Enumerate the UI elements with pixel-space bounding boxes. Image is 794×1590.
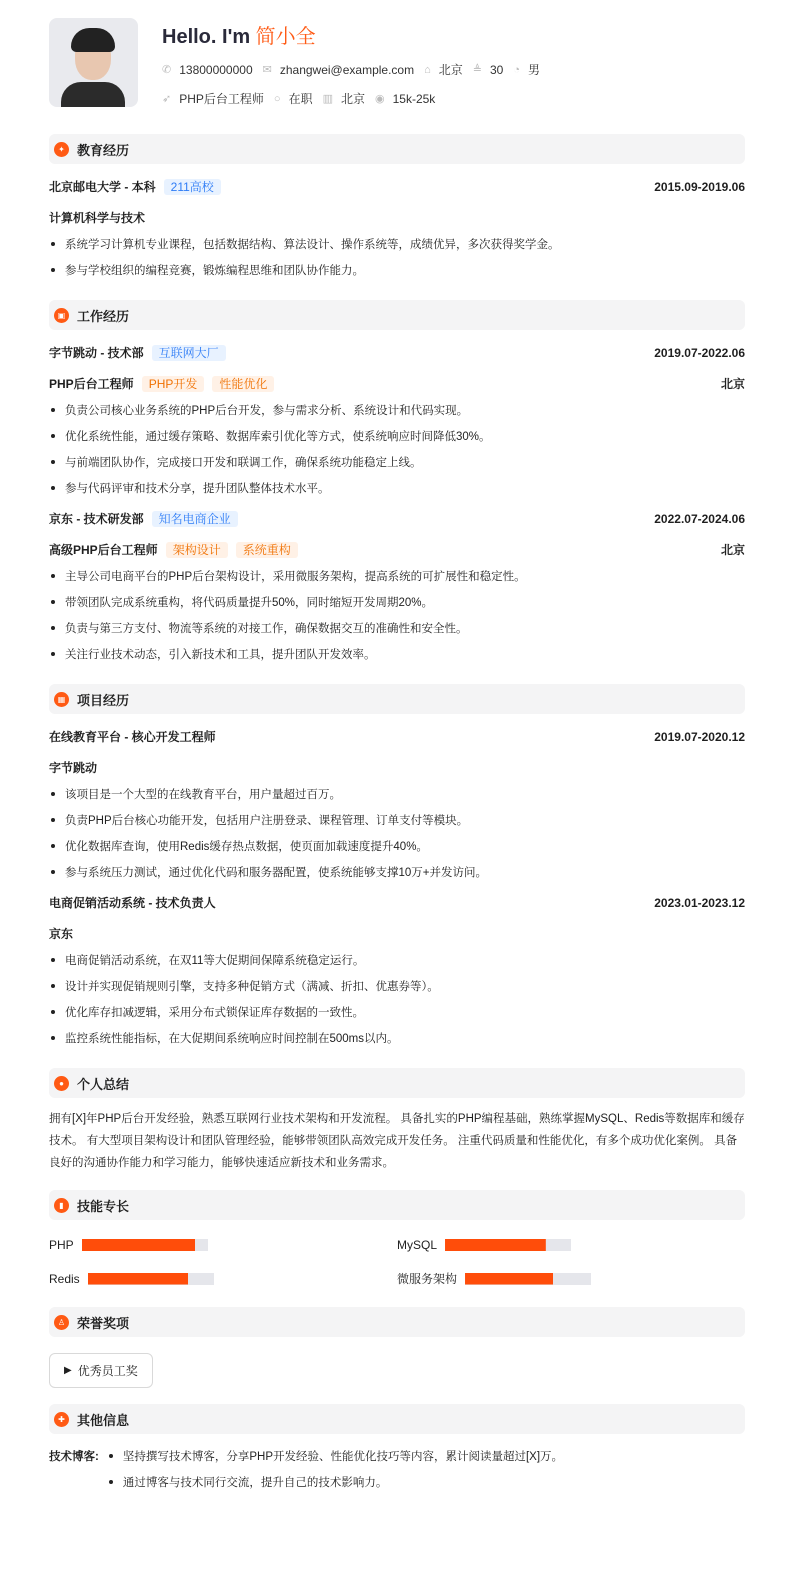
company: 字节跳动: [49, 761, 98, 775]
role: 高级PHP后台工程师: [49, 543, 158, 557]
role: PHP后台工程师: [49, 377, 134, 391]
education-icon: ✦: [54, 142, 69, 157]
tag: 架构设计: [166, 542, 228, 558]
skill-bar-fill: [445, 1239, 546, 1251]
skill-item: [49, 1270, 397, 1287]
major: 计算机科学与技术: [49, 211, 146, 225]
send-icon: ➶: [162, 93, 172, 105]
project-entry: [49, 728, 745, 880]
job-entry: [49, 510, 745, 662]
city: 北京: [720, 543, 745, 557]
salary: 15k-25k: [392, 91, 436, 106]
project-name: 在线教育平台 - 核心开发工程师: [49, 730, 216, 744]
info-icon: ✚: [54, 1412, 69, 1427]
section-title: 工作经历: [77, 308, 130, 324]
list-item: 负责公司核心业务系统的PHP后台开发，参与需求分析、系统设计和代码实现。: [49, 402, 745, 418]
list-item: 通过博客与技术同行交流，提升自己的技术影响力。: [107, 1474, 563, 1490]
avatar: [49, 18, 138, 107]
list-item: 监控系统性能指标，在大促期间系统响应时间控制在500ms以内。: [49, 1030, 745, 1046]
list-item: 该项目是一个大型的在线教育平台，用户量超过百万。: [49, 786, 745, 802]
skill-name: MySQL: [397, 1238, 438, 1252]
section-title: 其他信息: [77, 1412, 130, 1428]
skill-bar: [465, 1273, 591, 1285]
list-item: 负责与第三方支付、物流等系统的对接工作，确保数据交互的准确性和安全性。: [49, 620, 745, 636]
gender-icon: ◔: [513, 63, 521, 76]
age: 30: [490, 62, 504, 77]
list-item: 设计并实现促销规则引擎，支持多种促销方式（满减、折扣、优惠券等）。: [49, 978, 745, 994]
email: zhangwei@example.com: [279, 62, 415, 77]
skill-name: Redis: [49, 1271, 80, 1286]
play-icon: ▶: [64, 1365, 72, 1376]
project-name: 电商促销活动系统 - 技术负责人: [49, 896, 216, 910]
school: 北京邮电大学 - 本科: [49, 180, 156, 194]
grid-icon: ▦: [54, 692, 69, 707]
list-item: 坚持撰写技术博客，分享PHP开发经验、性能优化技巧等内容，累计阅读量超过[X]万。: [107, 1448, 563, 1464]
phone-icon: ✆: [162, 64, 172, 76]
section-skills: [49, 1190, 745, 1220]
briefcase-icon: ▣: [54, 308, 69, 323]
age-icon: ≜: [472, 64, 482, 76]
name: 简小全: [255, 26, 316, 48]
city: 北京: [438, 63, 463, 77]
skill-bar: [82, 1239, 208, 1251]
list-item: 带领团队完成系统重构，将代码质量提升50%，同时缩短开发周期20%。: [49, 594, 745, 610]
skill-item: [49, 1238, 397, 1252]
job-entry: [49, 344, 745, 496]
award-icon: ♙: [54, 1315, 69, 1330]
skill-bar-fill: [82, 1239, 195, 1251]
tag: PHP开发: [142, 376, 205, 392]
chart-icon: ▮: [54, 1198, 69, 1213]
tag: 系统重构: [236, 542, 298, 558]
section-title: 项目经历: [77, 692, 130, 708]
list-item: 优化系统性能，通过缓存策略、数据库索引优化等方式，使系统响应时间降低30%。: [49, 428, 745, 444]
date: 2019.07-2020.12: [654, 729, 745, 744]
mail-icon: ✉: [262, 64, 272, 76]
tag: 性能优化: [212, 376, 274, 392]
salary-icon: ◉: [375, 93, 385, 105]
list-item: 优化库存扣减逻辑，采用分布式锁保证库存数据的一致性。: [49, 1004, 745, 1020]
section-title: 个人总结: [77, 1076, 130, 1092]
company: 京东: [49, 927, 74, 941]
target-city: 北京: [340, 92, 365, 106]
tag: 211高校: [164, 179, 221, 195]
city: 北京: [720, 377, 745, 391]
project-entry: [49, 894, 745, 1046]
building-icon: ▥: [322, 93, 333, 105]
gender: 男: [528, 63, 541, 77]
skill-bar-fill: [465, 1273, 553, 1285]
section-title: 教育经历: [77, 142, 130, 158]
phone: 13800000000: [179, 62, 253, 77]
list-item: 参与学校组织的编程竞赛，锻炼编程思维和团队协作能力。: [49, 262, 745, 278]
skill-name: PHP: [49, 1238, 74, 1252]
company: 字节跳动 - 技术部: [49, 346, 144, 360]
home-icon: ⌂: [424, 63, 431, 76]
skill-name: 微服务架构: [397, 1272, 458, 1286]
date: 2022.07-2024.06: [654, 511, 745, 526]
list-item: 优化数据库查询，使用Redis缓存热点数据，使页面加载速度提升40%。: [49, 838, 745, 854]
date: 2023.01-2023.12: [654, 895, 745, 910]
status-icon: ○: [273, 92, 281, 105]
list-item: 与前端团队协作，完成接口开发和联调工作，确保系统功能稳定上线。: [49, 454, 745, 470]
skill-bar: [88, 1273, 214, 1285]
section-projects: [49, 684, 745, 714]
summary-text: 拥有[X]年PHP后台开发经验，熟悉互联网行业技术架构和开发流程。 具备扎实的PHP编程基础，熟练掌握MySQL、Redis等数据库和缓存技术。 有大型项目架构设计和团队管理经验，能够带领团队高效完成开发任务。 注重代码质量和性能优化，有多个成功优化案例。 具备良好的沟通协作能力和学习能力，能够快速适应新技术和业务需求。: [49, 1113, 745, 1169]
section-summary: [49, 1068, 745, 1098]
skill-bar: [445, 1239, 571, 1251]
section-education: [49, 134, 745, 164]
section-title: 技能专长: [77, 1198, 130, 1214]
list-item: 关注行业技术动态，引入新技术和工具，提升团队开发效率。: [49, 646, 745, 662]
skill-item: [397, 1238, 745, 1252]
status: 在职: [288, 92, 313, 106]
award-label: 优秀员工奖: [77, 1364, 138, 1378]
list-item: 系统学习计算机专业课程，包括数据结构、算法设计、操作系统等，成绩优异，多次获得奖学金。: [49, 236, 745, 252]
profile-header: [49, 18, 745, 118]
section-other: [49, 1404, 745, 1434]
date: 2019.07-2022.06: [654, 345, 745, 360]
user-icon: ●: [54, 1076, 69, 1091]
date: 2015.09-2019.06: [654, 179, 745, 194]
tag: 知名电商企业: [152, 511, 238, 527]
section-title: 荣誉奖项: [77, 1315, 130, 1331]
list-item: 电商促销活动系统，在双11等大促期间保障系统稳定运行。: [49, 952, 745, 968]
position: PHP后台工程师: [179, 92, 264, 106]
greeting: Hello. I'm 简小全: [162, 26, 316, 48]
section-work: [49, 300, 745, 330]
award-item[interactable]: [49, 1353, 153, 1388]
list-item: 负责PHP后台核心功能开发，包括用户注册登录、课程管理、订单支付等模块。: [49, 812, 745, 828]
list-item: 参与代码评审和技术分享，提升团队整体技术水平。: [49, 480, 745, 496]
tag: 互联网大厂: [152, 345, 226, 361]
list-item: 参与系统压力测试，通过优化代码和服务器配置，使系统能够支撑10万+并发访问。: [49, 864, 745, 880]
list-item: 主导公司电商平台的PHP后台架构设计，采用微服务架构，提高系统的可扩展性和稳定性。: [49, 568, 745, 584]
section-awards: [49, 1307, 745, 1337]
other-label: 技术博客:: [49, 1451, 99, 1463]
skill-bar-fill: [88, 1273, 189, 1285]
company: 京东 - 技术研发部: [49, 512, 144, 526]
skill-item: [397, 1270, 745, 1287]
